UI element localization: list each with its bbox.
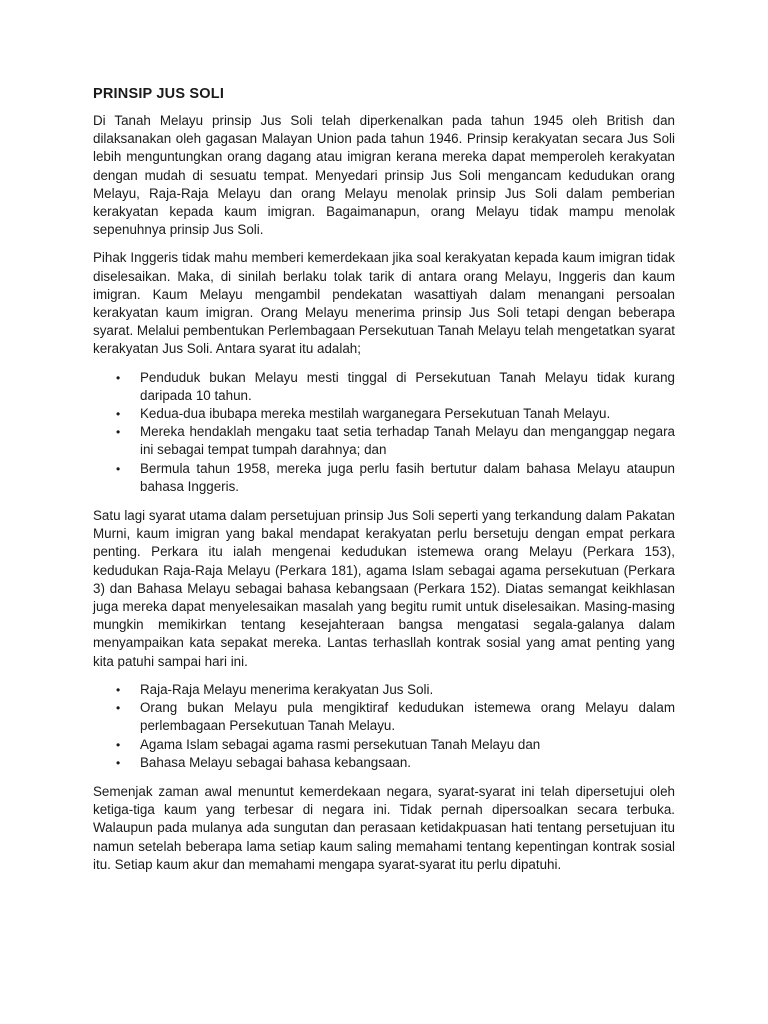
paragraph: Di Tanah Melayu prinsip Jus Soli telah diperkenalkan pada tahun 1945 oleh British dan dilaksanakan oleh gagasan Malayan Union pada tahun 1946. Prinsip kerakyatan secara Jus Soli lebih menguntungkan orang dagang atau imigran kerana mereka dapat memperoleh kerakyatan dengan mudah di sesuatu tempat. Menyedari prinsip Jus Soli mengancam kedudukan orang Melayu, Raja-Raja Melayu dan orang Melayu menolak prinsip Jus Soli dalam pemberian kerakyatan kepada kaum imigran. Bagaimanapun, orang Melayu tidak mampu menolak sepenuhnya prinsip Jus Soli. [93,113,675,238]
list-item-text: Agama Islam sebagai agama rasmi persekutuan Tanah Melayu dan [140,736,541,752]
list-item [93,699,675,735]
bullet-icon: • [116,682,121,697]
list-item [93,369,675,405]
list-item [93,460,675,496]
list-item-text: Raja-Raja Melayu menerima kerakyatan Jus Soli. [140,681,434,697]
bullet-icon: • [116,737,121,752]
document-page [93,86,675,884]
bullet-icon: • [116,425,121,440]
bullet-icon: • [116,407,121,422]
bullet-icon: • [116,755,121,770]
bullet-icon: • [116,461,121,476]
list-item-text: Mereka hendaklah mengaku taat setia terhadap Tanah Melayu dan menganggap negara ini sebagai tempat tumpah darahnya; dan [140,424,675,458]
list-item-text: Kedua-dua ibubapa mereka mestilah warganegara Persekutuan Tanah Melayu. [140,406,611,422]
document-title: PRINSIP JUS SOLI [93,86,225,102]
list-item [93,754,675,772]
citizenship-conditions-list [93,369,675,496]
paragraph: Semenjak zaman awal menuntut kemerdekaan negara, syarat-syarat ini telah dipersetujui oleh ketiga-tiga kaum yang terbesar di negara ini. Tidak pernah dipersoalkan secara terbuka. Walaupun pada mulanya ada sungutan dan perasaan ketidakpuasan hati tentang persetujuan itu namun setelah beberapa lama setiap kaum saling memahami tentang kepentingan kontrak sosial itu. Setiap kaum akur dan memahami mengapa syarat-syarat itu perlu dipatuhi. [93,783,675,872]
paragraph: Pihak Inggeris tidak mahu memberi kemerdekaan jika soal kerakyatan kepada kaum imigran tidak diselesaikan. Maka, di sinilah berlaku tolak tarik di antara orang Melayu, Inggeris dan kaum imigran. Kaum Melayu mengambil pendekatan wasattiyah dalam menangani persoalan kerakyatan kaum imigran. Orang Melayu menerima prinsip Jus Soli tetapi dengan beberapa syarat. Melalui pembentukan Perlembagaan Persekutuan Tanah Melayu telah mengetatkan syarat kerakyatan Jus Soli. Antara syarat itu adalah; [93,250,675,357]
paragraph: Satu lagi syarat utama dalam persetujuan prinsip Jus Soli seperti yang terkandung dalam Pakatan Murni, kaum imigran yang bakal mendapat kerakyatan perlu bersetuju dengan empat perkara penting. Perkara itu ialah mengenai kedudukan istemewa orang Melayu (Perkara 153), kedudukan Raja-Raja Melayu (Perkara 181), agama Islam sebagai agama persekutuan (Perkara 3) dan Bahasa Melayu sebagai bahasa kebangsaan (Perkara 152). Diatas semangat keikhlasan juga mereka dapat menyelesaikan masalah yang begitu rumit untuk diselesaikan. Masing-masing mungkin memikirkan tentang kesejahteraan bangsa mengatasi segala-galanya dalam menyampaikan kata sepakat mereka. Lantas terhasllah kontrak sosial yang amat penting yang kita patuhi sampai hari ini. [93,508,675,669]
list-item-text: Penduduk bukan Melayu mesti tinggal di Persekutuan Tanah Melayu tidak kurang daripada 10 tahun. [140,369,675,403]
list-item [93,681,675,699]
bullet-icon: • [116,701,121,716]
social-contract-list [93,681,675,772]
list-item-text: Orang bukan Melayu pula mengiktiraf kedudukan istemewa orang Melayu dalam perlembagaan Persekutuan Tanah Melayu. [140,700,675,734]
list-item [93,736,675,754]
list-item [93,405,675,423]
bullet-icon: • [116,370,121,385]
list-item [93,423,675,459]
list-item-text: Bahasa Melayu sebagai bahasa kebangsaan. [140,754,411,770]
list-item-text: Bermula tahun 1958, mereka juga perlu fasih bertutur dalam bahasa Melayu ataupun bahasa Inggeris. [140,460,675,494]
